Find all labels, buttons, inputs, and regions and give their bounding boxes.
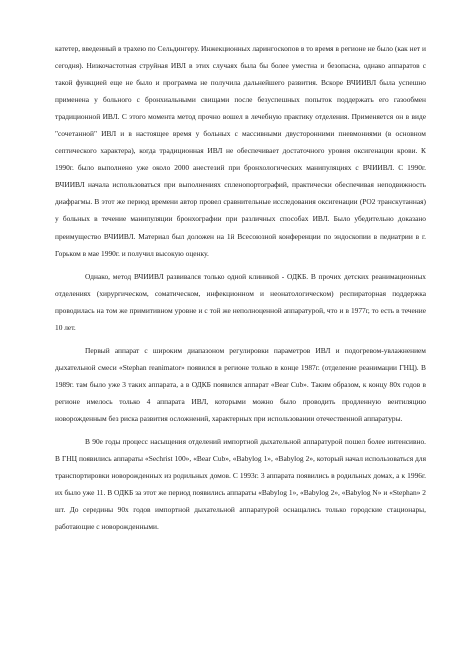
- paragraph-4: В 90е годы процесс насыщения отделений импортной дыхательной аппаратурой пошел более интенсивно. В ГНЦ появились аппараты «Sechrist 100», «Bear Cub», «Babylog 1», «Babylog 2», который начал использоваться для транспортировки новорожденных из родильных домов. С 1993г. 3 аппарата появились в родильных домах, а к 1996г. их было уже 11. В ОДКБ за этот же период появились аппараты «Babylog 1», «Babylog 2», «Babylog N» и «Stephan» 2 шт. До середины 90х годов импортной дыхательной аппаратурой оснащались только городские стационары, работающие с новорожденными.: [55, 437, 426, 532]
- body-text: [55, 40, 426, 535]
- paragraph-3: Первый аппарат с широким диапазоном регулировки параметров ИВЛ и подогревом-увлажнением дыхательной смеси «Stephan reanimator» появился в регионе только в конце 1987г. (отделение реанимации ГНЦ). В 1989г. там было уже 3 таких аппарата, а в ОДКБ появился аппарат «Bear Cub». Таким образом, к концу 80х годов в регионе имелось только 4 аппарата ИВЛ, которыми можно было проводить продленную вентиляцию новорожденным без риска развития осложнений, характерных при использовании отечественной аппаратуры.: [55, 345, 426, 423]
- paragraph-2: Однако, метод ВЧИИВЛ развивался только одной клиникой - ОДКБ. В прочих детских реанимационных отделениях (хирургическом, соматическом, инфекционном и неонатологическом) респираторная поддержка проводилась на том же примитивном уровне и с той же неполноценной аппаратурой, что и в 1977г, то есть в течение 10 лет.: [55, 271, 426, 332]
- paragraph-1: катетер, введенный в трахею по Сельдингеру. Инжекционных ларингоскопов в то время в регионе не было (как нет и сегодня). Низкочастотная струйная ИВЛ в этих случаях была бы более уместна и безопасна, однако аппаратов с такой функцией еще не было и программа не получила дальнейшего развития. Вскоре ВЧИИВЛ была успешно применена у больного с бронхиальными свищами после безуспешных попыток поддержать его газообмен традиционной ИВЛ. С этого момента метод прочно вошел в лечебную практику отделения. Применяется он в виде "сочетанной" ИВЛ и в настоящее время у больных с массивными двусторонними пневмониями (в основном септического характера), когда традиционная ИВЛ не обеспечивает достаточного уровня оксигенации крови. К 1990г. было выполнено уже около 2000 анестезий при бронхологических манипуляциях с ВЧИИВЛ. С 1990г. ВЧИИВЛ начала использоваться при выполнениях спленопортографий, практически обеспечивая неподвижность диафрагмы. В этот же период времени автор провел сравнительные исследования оксигенации (PO2 транскутанная) у больных в течение манипуляции бронхографии при различных способах ИВЛ. Было убедительно доказано преимущество ВЧИИВЛ. Материал был доложен на 1й Всесоюзной конференции по эндоскопии в педиатрии в г. Горьком в мае 1990г. и получил высокую оценку.: [55, 44, 426, 258]
